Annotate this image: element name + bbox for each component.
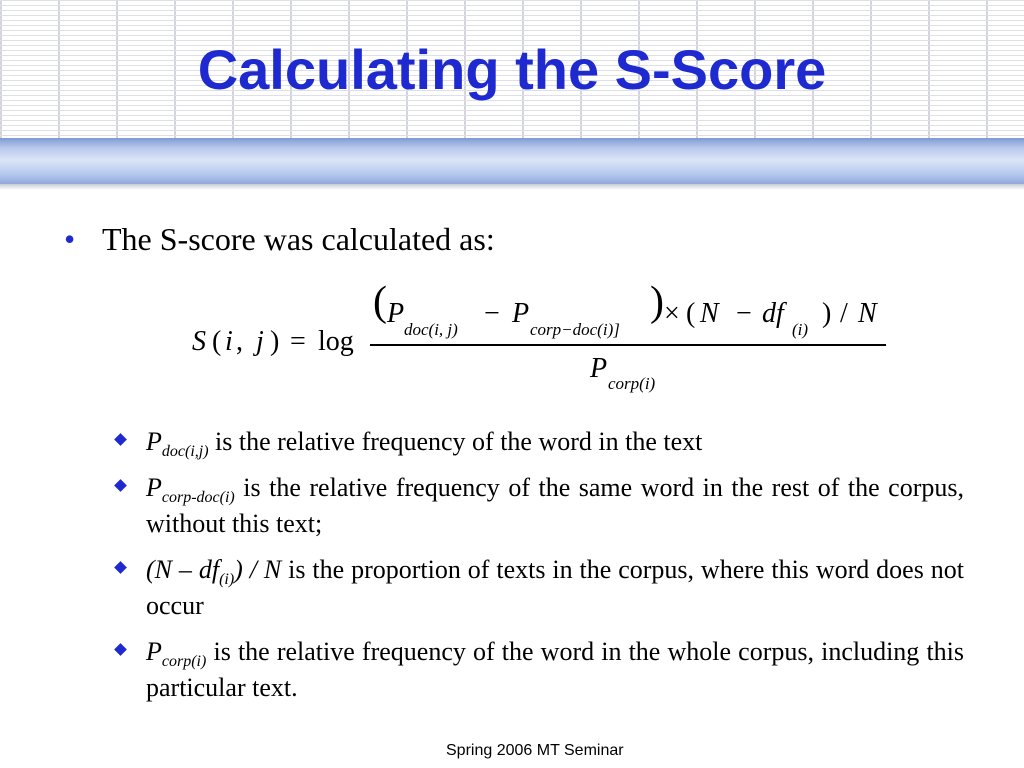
main-bullet-text: The S-score was calculated as: [102, 221, 495, 257]
formula-den-p: P [590, 353, 608, 384]
formula-times: × [664, 298, 680, 329]
definition-text: is the relative frequency of the same word in the rest of the corpus, without this text; [146, 473, 964, 538]
formula-den-sub: corp(i) [608, 374, 656, 393]
term: $(N - df_{(i)})$ / N [146, 555, 282, 588]
formula-num-open-paren: ( [373, 279, 387, 325]
formula-num-close-paren: ) [650, 279, 664, 325]
bullet-dot-icon: • [64, 221, 76, 257]
formula-lhs-j: j [256, 326, 264, 357]
diamond-bullet-icon [114, 479, 127, 492]
formula-num-p1: P [387, 298, 405, 329]
formula-num-p1-sub: doc(i, j) [404, 320, 458, 339]
slide-title: Calculating the S-Score [197, 38, 827, 101]
formula-log: log [318, 326, 354, 357]
formula-lhs-i: i [225, 326, 233, 357]
formula-open2: ( [686, 298, 696, 329]
formula-slash: / [840, 298, 848, 329]
formula-df: df [762, 298, 784, 329]
formula-df-sub: (i) [792, 320, 809, 339]
term: $P_{corp-doc(i)}$ [146, 473, 235, 506]
definition-text: is the relative frequency of the word in the whole corpus, including this particular text. [146, 637, 965, 702]
formula-close2: ) [822, 298, 832, 329]
footer-text: Spring 2006 MT Seminar [446, 742, 624, 759]
definition-text: is the proportion of texts in the corpus, where this word does not occur [146, 555, 964, 620]
diamond-bullet-icon [114, 643, 127, 656]
formula-num-p2-sub: corp−doc(i)] [530, 320, 620, 339]
formula-fraction-bar [370, 344, 886, 346]
formula-num-p2: P [512, 298, 530, 329]
formula-lhs-comma: , [236, 326, 243, 357]
formula-lhs-close: ) [270, 326, 280, 357]
definition-text: is the relative frequency of the word in the text [215, 427, 703, 456]
formula-lhs-open: ( [212, 326, 222, 357]
formula-minus2: − [736, 298, 752, 329]
diamond-bullet-icon [114, 433, 127, 446]
formula-equals: = [290, 326, 306, 357]
formula-lhs-s: S [192, 326, 206, 357]
formula-num-minus: − [484, 298, 500, 329]
formula-n2: N [858, 298, 877, 329]
term: $P_{doc(i,j)}$ [146, 427, 209, 460]
formula-n1: N [700, 298, 719, 329]
term: $P_{corp(i)}$ [146, 637, 207, 670]
diamond-bullet-icon [114, 561, 127, 574]
